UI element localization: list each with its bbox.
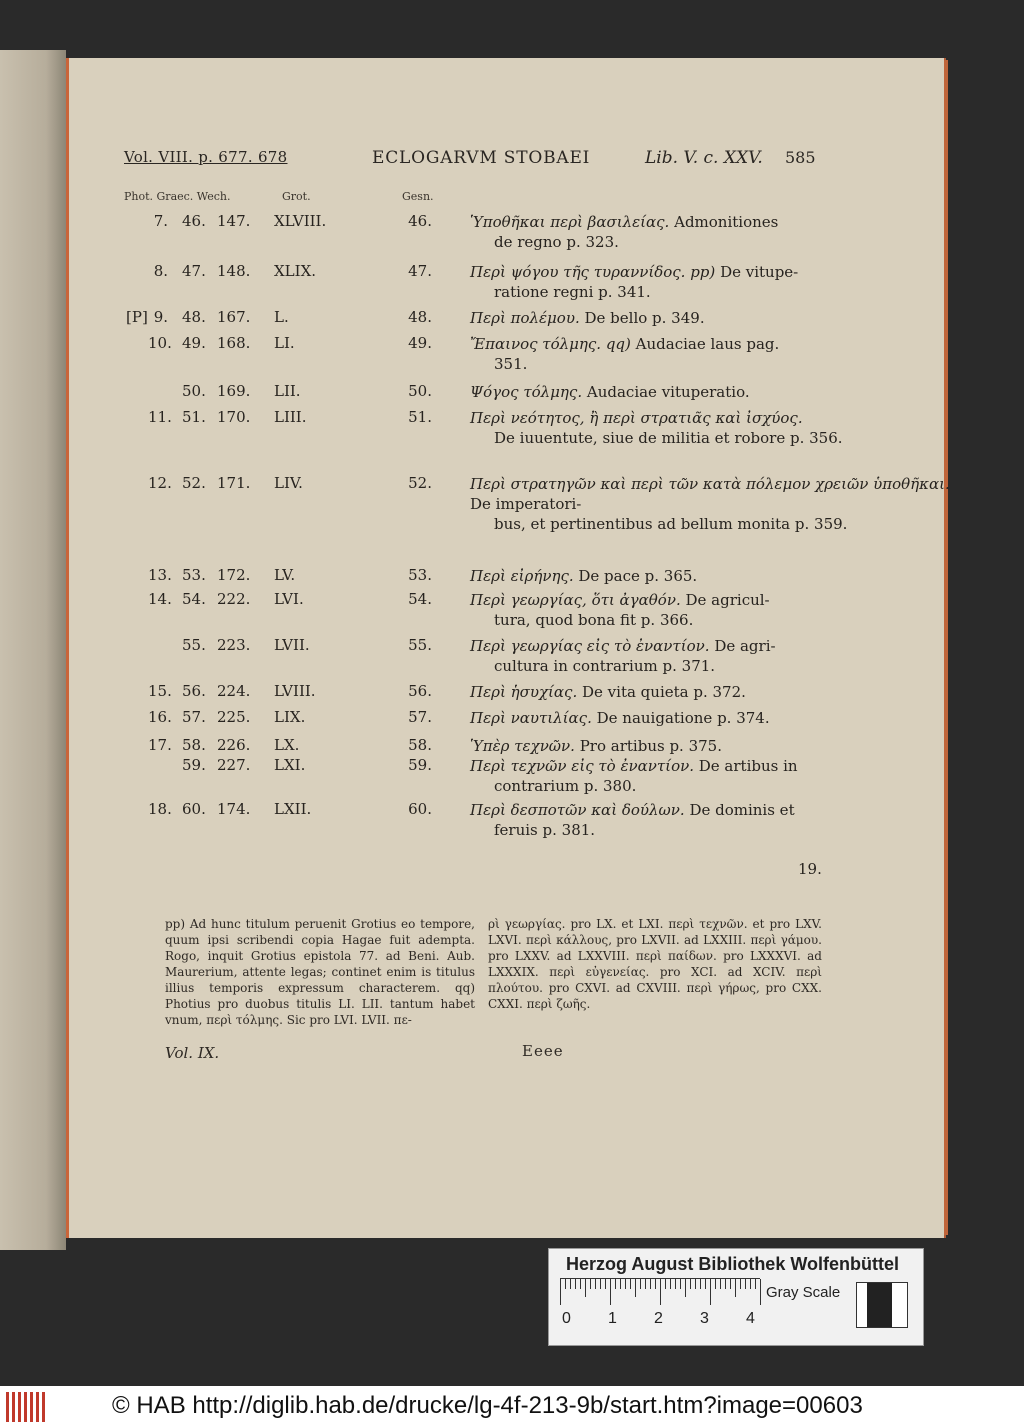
phot-number: 10. <box>148 334 172 352</box>
ruler-tick <box>750 1279 751 1289</box>
ruler-tick <box>610 1279 611 1305</box>
wech-number: 148. <box>217 262 251 280</box>
gesn-number: 50. <box>408 382 432 400</box>
ruler-tick <box>595 1279 596 1289</box>
phot-number: 12. <box>148 474 172 492</box>
title-text <box>470 212 820 252</box>
graec-number: 60. <box>182 800 206 818</box>
ruler-tick <box>565 1279 566 1289</box>
running-head-right: Lib. V. c. XXV. <box>645 148 763 168</box>
column-head-gesn: Gesn. <box>402 190 434 203</box>
ruler-tick <box>725 1279 726 1289</box>
ruler-tick <box>570 1279 571 1289</box>
latin-continuation: ratione regni p. 341. <box>494 283 651 301</box>
greek-title: Ὑποθῆκαι περὶ βασιλείας. <box>470 213 670 231</box>
graec-number: 49. <box>182 334 206 352</box>
phot-number: 8. <box>153 262 168 280</box>
wech-number: 172. <box>217 566 251 584</box>
phot-number: 13. <box>148 566 172 584</box>
ruler-tick <box>710 1279 711 1305</box>
latin-title: De nauigatione p. 374. <box>596 709 770 727</box>
ruler-tick <box>715 1279 716 1289</box>
grot-number: LIV. <box>274 474 303 492</box>
gesn-number: 49. <box>408 334 432 352</box>
hab-logo-icon <box>6 1392 46 1422</box>
ruler-tick <box>745 1279 746 1289</box>
ruler-tick <box>755 1279 756 1289</box>
graec-number: 52. <box>182 474 206 492</box>
column-head-grot: Grot. <box>282 190 311 203</box>
greek-title: Περὶ γεωργίας εἰς τὸ ἐναντίον. <box>470 637 710 655</box>
ruler-tick <box>675 1279 676 1289</box>
ruler-tick <box>615 1279 616 1289</box>
title-text <box>470 736 820 756</box>
signature-volume: Vol. IX. <box>165 1044 220 1062</box>
ruler-tick <box>640 1279 641 1289</box>
ruler-tick <box>705 1279 706 1289</box>
ruler-tick <box>700 1279 701 1289</box>
footer-url[interactable]: © HAB http://diglib.hab.de/drucke/lg-4f-213-9b/start.htm?image=00603 <box>112 1392 863 1419</box>
phot-number: 11. <box>148 408 172 426</box>
latin-title: Admonitiones <box>674 213 779 231</box>
latin-continuation: 351. <box>494 355 528 373</box>
page-number: 585 <box>785 148 816 167</box>
ruler-number: 3 <box>700 1310 709 1327</box>
ruler-tick <box>635 1279 636 1297</box>
graec-number: 53. <box>182 566 206 584</box>
ruler-tick <box>695 1279 696 1289</box>
phot-number: 9. <box>153 308 168 326</box>
greek-title: Περὶ γεωργίας, ὅτι ἀγαθόν. <box>470 591 681 609</box>
latin-title: De agri- <box>714 637 776 655</box>
grot-number: XLIX. <box>274 262 317 280</box>
greek-title: Περὶ πολέμου. <box>470 309 580 327</box>
gray-scale-label: Gray Scale <box>766 1284 841 1301</box>
ruler-number: 4 <box>746 1310 755 1327</box>
stamp-title: Herzog August Bibliothek Wolfenbüttel <box>566 1254 899 1274</box>
title-text <box>470 708 820 728</box>
graec-number: 54. <box>182 590 206 608</box>
gesn-number: 51. <box>408 408 432 426</box>
title-text <box>470 308 820 328</box>
row-mark: [P] <box>126 308 148 326</box>
wech-number: 147. <box>217 212 251 230</box>
grot-number: LXII. <box>274 800 312 818</box>
latin-title: Pro artibus p. 375. <box>579 737 722 755</box>
column-head-phot: Phot. Graec. Wech. <box>124 190 231 203</box>
wech-number: 167. <box>217 308 251 326</box>
title-text <box>470 566 820 586</box>
grot-number: XLVIII. <box>274 212 327 230</box>
wech-number: 169. <box>217 382 251 400</box>
graec-number: 58. <box>182 736 206 754</box>
page-red-edge <box>944 60 948 1235</box>
title-text <box>470 382 820 402</box>
ruler-tick <box>590 1279 591 1289</box>
ruler-tick <box>580 1279 581 1289</box>
gesn-number: 60. <box>408 800 432 818</box>
footnote-right: ρὶ γεωργίας. pro LX. et LXI. περὶ τεχνῶν. et pro LXV. LXVI. περὶ κάλλους, pro LXVII. ad LXXIII. περὶ γάμου. pro LXXV. ad LXXVIII. περὶ παίδων. pro LXXXVI. ad LXXXIX. περὶ εὐγενείας. pro XCI. ad XCIV. περὶ πλούτου. pro CXVI. ad CXVIII. περὶ γήρως, pro CXX. CXXI. περὶ ζωῆς. <box>488 917 822 1011</box>
grot-number: LVII. <box>274 636 310 654</box>
latin-continuation: contrarium p. 380. <box>494 777 637 795</box>
latin-continuation: De iuuentute, siue de militia et robore p. 356. <box>494 429 843 447</box>
graec-number: 48. <box>182 308 206 326</box>
wech-number: 225. <box>217 708 251 726</box>
greek-title: Ἔπαινος τόλμης. qq) <box>470 335 631 353</box>
gesn-number: 46. <box>408 212 432 230</box>
ruler-tick <box>720 1279 721 1289</box>
running-head-left: Vol. VIII. p. 677. 678 <box>124 148 288 166</box>
graec-number: 46. <box>182 212 206 230</box>
phot-number: 18. <box>148 800 172 818</box>
gesn-number: 47. <box>408 262 432 280</box>
ruler-tick <box>735 1279 736 1297</box>
greek-title: Περὶ δεσποτῶν καὶ δούλων. <box>470 801 685 819</box>
gesn-number: 58. <box>408 736 432 754</box>
graec-number: 51. <box>182 408 206 426</box>
title-text <box>470 800 820 840</box>
title-text <box>470 262 820 302</box>
graec-number: 57. <box>182 708 206 726</box>
phot-number: 17. <box>148 736 172 754</box>
ruler-tick <box>760 1279 761 1305</box>
wech-number: 222. <box>217 590 251 608</box>
scale-ruler <box>560 1278 760 1309</box>
greek-title: Περὶ τεχνῶν εἰς τὸ ἐναντίον. <box>470 757 694 775</box>
ruler-tick <box>605 1279 606 1289</box>
graec-number: 56. <box>182 682 206 700</box>
gesn-number: 59. <box>408 756 432 774</box>
gesn-number: 48. <box>408 308 432 326</box>
wech-number: 226. <box>217 736 251 754</box>
ruler-tick <box>665 1279 666 1289</box>
ruler-tick <box>670 1279 671 1289</box>
ruler-number: 2 <box>654 1310 663 1327</box>
ruler-number: 1 <box>608 1310 617 1327</box>
grot-number: LX. <box>274 736 300 754</box>
ruler-tick <box>685 1279 686 1297</box>
title-text <box>470 474 950 534</box>
latin-title: De vita quieta p. 372. <box>582 683 746 701</box>
gesn-number: 52. <box>408 474 432 492</box>
ruler-tick <box>630 1279 631 1289</box>
latin-continuation: de regno p. 323. <box>494 233 619 251</box>
wech-number: 174. <box>217 800 251 818</box>
gesn-number: 56. <box>408 682 432 700</box>
graec-number: 47. <box>182 262 206 280</box>
grot-number: L. <box>274 308 289 326</box>
wech-number: 170. <box>217 408 251 426</box>
greek-title: Περὶ στρατηγῶν καὶ περὶ τῶν κατὰ πόλεμον χρειῶν ὑποθῆκαι. <box>470 475 950 493</box>
ruler-tick <box>585 1279 586 1297</box>
grot-number: LVIII. <box>274 682 316 700</box>
ruler-tick <box>680 1279 681 1289</box>
signature-mark: Eeee <box>522 1042 564 1060</box>
gesn-number: 57. <box>408 708 432 726</box>
grot-number: LVI. <box>274 590 304 608</box>
ruler-tick <box>650 1279 651 1289</box>
grot-number: LXI. <box>274 756 306 774</box>
ruler-tick <box>660 1279 661 1305</box>
phot-number: 15. <box>148 682 172 700</box>
latin-continuation: cultura in contrarium p. 371. <box>494 657 716 675</box>
latin-title: De vitupe- <box>720 263 799 281</box>
wech-number: 171. <box>217 474 251 492</box>
phot-number: 14. <box>148 590 172 608</box>
previous-page-edge <box>0 50 66 1250</box>
latin-title: De pace p. 365. <box>578 567 698 585</box>
latin-title: De bello p. 349. <box>584 309 705 327</box>
graec-number: 50. <box>182 382 206 400</box>
greek-title: Ὑπὲρ τεχνῶν. <box>470 737 575 755</box>
ruler-tick <box>575 1279 576 1289</box>
gesn-number: 54. <box>408 590 432 608</box>
graec-number: 55. <box>182 636 206 654</box>
ruler-number: 0 <box>562 1310 571 1327</box>
greek-title: Περὶ εἰρήνης. <box>470 567 574 585</box>
grot-number: LV. <box>274 566 296 584</box>
title-text <box>470 636 820 676</box>
footnote-left: pp) Ad hunc titulum peruenit Grotius eo tempore, quum ipsi scribendi copia Hagae fuit adempta. Rogo, inquit Grotius epistola 77. ad Beni. Aub. Maurerium, attente legas; continet enim is titulus illius temporis expressum characterem. qq) Photius pro duobus titulis LI. LII. tantum habet vnum, περὶ τόλμης. Sic pro LVI. LVII. πε- <box>165 917 475 1027</box>
title-text <box>470 590 820 630</box>
latin-title: De agricul- <box>685 591 770 609</box>
wech-number: 168. <box>217 334 251 352</box>
gray-scale-swatch <box>856 1282 908 1328</box>
latin-title: Audaciae laus pag. <box>635 335 780 353</box>
grot-number: LII. <box>274 382 301 400</box>
ruler-tick <box>625 1279 626 1289</box>
ruler-tick <box>560 1279 561 1305</box>
latin-continuation: feruis p. 381. <box>494 821 596 839</box>
greek-title: Περὶ ψόγου τῆς τυραννίδος. pp) <box>470 263 716 281</box>
running-head-title: ECLOGARVM STOBAEI <box>372 148 591 168</box>
wech-number: 223. <box>217 636 251 654</box>
phot-number: 16. <box>148 708 172 726</box>
greek-title: Ψόγος τόλμης. <box>470 383 583 401</box>
ruler-tick <box>620 1279 621 1289</box>
grot-number: LIII. <box>274 408 307 426</box>
title-text <box>470 408 843 448</box>
ruler-tick <box>730 1279 731 1289</box>
latin-title: De dominis et <box>689 801 795 819</box>
latin-continuation: tura, quod bona fit p. 366. <box>494 611 694 629</box>
grot-number: LI. <box>274 334 295 352</box>
gesn-number: 55. <box>408 636 432 654</box>
gesn-number: 53. <box>408 566 432 584</box>
greek-title: Περὶ ἡσυχίας. <box>470 683 578 701</box>
greek-title: Περὶ ναυτιλίας. <box>470 709 592 727</box>
latin-title: Audaciae vituperatio. <box>586 383 750 401</box>
ruler-tick <box>600 1279 601 1289</box>
latin-continuation: bus, et pertinentibus ad bellum monita p. 359. <box>494 515 848 533</box>
ruler-tick <box>740 1279 741 1289</box>
title-text <box>470 334 820 374</box>
wech-number: 227. <box>217 756 251 774</box>
graec-number: 59. <box>182 756 206 774</box>
title-text <box>470 682 820 702</box>
latin-title: De artibus in <box>698 757 798 775</box>
ruler-tick <box>655 1279 656 1289</box>
greek-title: Περὶ νεότητος, ἢ περὶ στρατιᾶς καὶ ἰσχύος. <box>470 409 803 427</box>
grot-number: LIX. <box>274 708 306 726</box>
catchword: 19. <box>798 860 822 878</box>
title-text <box>470 756 820 796</box>
latin-title: De imperatori- <box>470 495 582 513</box>
ruler-tick <box>690 1279 691 1289</box>
wech-number: 224. <box>217 682 251 700</box>
ruler-tick <box>645 1279 646 1289</box>
phot-number: 7. <box>153 212 168 230</box>
